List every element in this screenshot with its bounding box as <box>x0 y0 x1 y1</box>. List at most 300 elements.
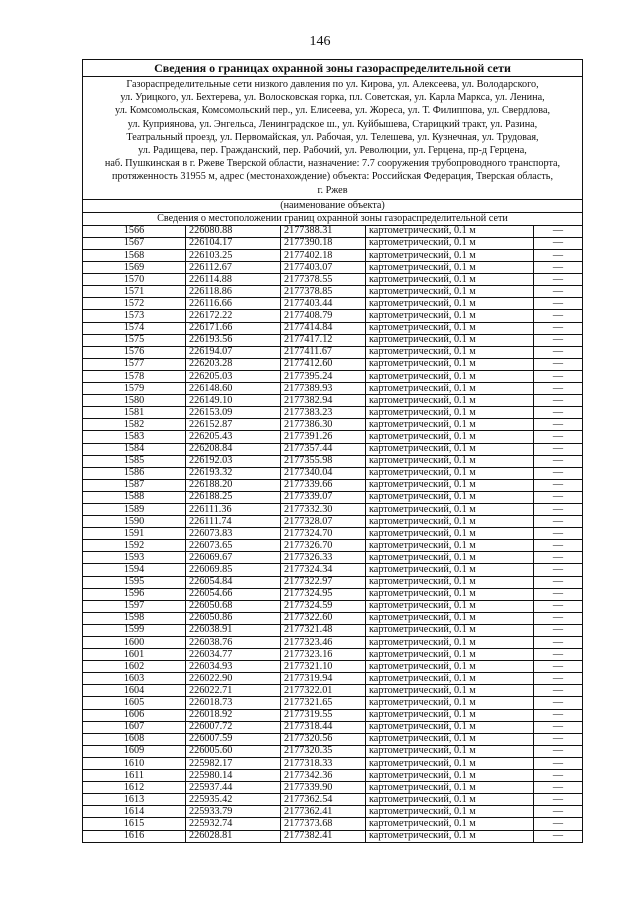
coord-y: 2177339.66 <box>281 479 366 491</box>
point-number: 1573 <box>83 310 186 322</box>
table-row <box>83 637 582 649</box>
coord-x: 226194.07 <box>186 346 281 358</box>
coord-x: 226038.91 <box>186 624 281 636</box>
coord-y: 2177390.18 <box>281 237 366 249</box>
description-dash: — <box>534 818 583 830</box>
method-accuracy: картометрический, 0.1 м <box>366 612 534 624</box>
coord-x: 226203.28 <box>186 358 281 370</box>
point-number: 1584 <box>83 443 186 455</box>
coord-x: 225982.17 <box>186 757 281 769</box>
point-number: 1587 <box>83 479 186 491</box>
coord-x: 226188.20 <box>186 479 281 491</box>
table-row <box>83 407 582 419</box>
description-dash: — <box>534 757 583 769</box>
point-number: 1568 <box>83 250 186 262</box>
coord-y: 2177326.33 <box>281 552 366 564</box>
table-row <box>83 540 582 552</box>
coord-x: 226193.32 <box>186 467 281 479</box>
method-accuracy: картометрический, 0.1 м <box>366 370 534 382</box>
table-row <box>83 237 582 249</box>
coord-x: 226034.77 <box>186 649 281 661</box>
table-row <box>83 322 582 334</box>
table-row <box>83 806 582 818</box>
description-dash: — <box>534 322 583 334</box>
description-dash: — <box>534 419 583 431</box>
coord-y: 2177362.54 <box>281 794 366 806</box>
point-number: 1614 <box>83 806 186 818</box>
description-dash: — <box>534 226 583 238</box>
coord-y: 2177339.90 <box>281 782 366 794</box>
description-dash: — <box>534 794 583 806</box>
coord-x: 226073.65 <box>186 540 281 552</box>
coord-x: 225935.42 <box>186 794 281 806</box>
table-row <box>83 600 582 612</box>
coord-y: 2177324.95 <box>281 588 366 600</box>
coord-y: 2177324.70 <box>281 528 366 540</box>
point-number: 1570 <box>83 274 186 286</box>
description-dash: — <box>534 830 583 842</box>
description-dash: — <box>534 443 583 455</box>
coord-y: 2177373.68 <box>281 818 366 830</box>
point-number: 1591 <box>83 528 186 540</box>
description-dash: — <box>534 733 583 745</box>
coord-x: 226205.03 <box>186 370 281 382</box>
method-accuracy: картометрический, 0.1 м <box>366 322 534 334</box>
coord-y: 2177403.07 <box>281 262 366 274</box>
point-number: 1601 <box>83 649 186 661</box>
point-number: 1588 <box>83 491 186 503</box>
coord-y: 2177378.55 <box>281 274 366 286</box>
method-accuracy: картометрический, 0.1 м <box>366 237 534 249</box>
table-row <box>83 782 582 794</box>
boundary-document <box>82 59 583 843</box>
point-number: 1610 <box>83 757 186 769</box>
description-dash: — <box>534 770 583 782</box>
coord-y: 2177362.41 <box>281 806 366 818</box>
method-accuracy: картометрический, 0.1 м <box>366 540 534 552</box>
method-accuracy: картометрический, 0.1 м <box>366 262 534 274</box>
description-dash: — <box>534 250 583 262</box>
coord-x: 226007.59 <box>186 733 281 745</box>
table-row <box>83 588 582 600</box>
method-accuracy: картометрический, 0.1 м <box>366 757 534 769</box>
coord-y: 2177382.41 <box>281 830 366 842</box>
method-accuracy: картометрический, 0.1 м <box>366 806 534 818</box>
point-number: 1605 <box>83 697 186 709</box>
point-number: 1607 <box>83 721 186 733</box>
coord-x: 226172.22 <box>186 310 281 322</box>
coord-x: 226069.67 <box>186 552 281 564</box>
method-accuracy: картометрический, 0.1 м <box>366 697 534 709</box>
point-number: 1579 <box>83 383 186 395</box>
method-accuracy: картометрический, 0.1 м <box>366 624 534 636</box>
point-number: 1592 <box>83 540 186 552</box>
method-accuracy: картометрический, 0.1 м <box>366 745 534 757</box>
table-row <box>83 552 582 564</box>
description-dash: — <box>534 697 583 709</box>
coord-y: 2177383.23 <box>281 407 366 419</box>
table-row <box>83 503 582 515</box>
coord-y: 2177389.93 <box>281 383 366 395</box>
description-dash: — <box>534 286 583 298</box>
table-row <box>83 661 582 673</box>
point-number: 1576 <box>83 346 186 358</box>
point-number: 1575 <box>83 334 186 346</box>
table-row <box>83 721 582 733</box>
coord-y: 2177318.33 <box>281 757 366 769</box>
table-row <box>83 274 582 286</box>
point-number: 1611 <box>83 770 186 782</box>
description-dash: — <box>534 383 583 395</box>
coord-x: 226192.03 <box>186 455 281 467</box>
coord-y: 2177326.70 <box>281 540 366 552</box>
coord-x: 226054.84 <box>186 576 281 588</box>
coord-y: 2177391.26 <box>281 431 366 443</box>
method-accuracy: картометрический, 0.1 м <box>366 358 534 370</box>
table-row <box>83 830 582 842</box>
table-row <box>83 431 582 443</box>
coord-x: 226022.90 <box>186 673 281 685</box>
point-number: 1585 <box>83 455 186 467</box>
method-accuracy: картометрический, 0.1 м <box>366 588 534 600</box>
table-row <box>83 370 582 382</box>
coord-y: 2177323.46 <box>281 637 366 649</box>
method-accuracy: картометрический, 0.1 м <box>366 383 534 395</box>
description-dash: — <box>534 649 583 661</box>
table-row <box>83 334 582 346</box>
description-dash: — <box>534 612 583 624</box>
method-accuracy: картометрический, 0.1 м <box>366 516 534 528</box>
coord-y: 2177320.56 <box>281 733 366 745</box>
method-accuracy: картометрический, 0.1 м <box>366 709 534 721</box>
coord-y: 2177322.01 <box>281 685 366 697</box>
coord-x: 226118.86 <box>186 286 281 298</box>
description-dash: — <box>534 588 583 600</box>
coord-y: 2177402.18 <box>281 250 366 262</box>
coord-x: 226205.43 <box>186 431 281 443</box>
coord-y: 2177332.30 <box>281 503 366 515</box>
coord-y: 2177378.85 <box>281 286 366 298</box>
table-row <box>83 346 582 358</box>
table-row <box>83 576 582 588</box>
description-dash: — <box>534 358 583 370</box>
coord-x: 226022.71 <box>186 685 281 697</box>
point-number: 1583 <box>83 431 186 443</box>
point-number: 1602 <box>83 661 186 673</box>
coord-y: 2177395.24 <box>281 370 366 382</box>
description-dash: — <box>534 467 583 479</box>
point-number: 1582 <box>83 419 186 431</box>
coord-x: 226103.25 <box>186 250 281 262</box>
coord-x: 226050.86 <box>186 612 281 624</box>
table-row <box>83 757 582 769</box>
point-number: 1596 <box>83 588 186 600</box>
coord-x: 226153.09 <box>186 407 281 419</box>
method-accuracy: картометрический, 0.1 м <box>366 733 534 745</box>
object-description-line: г. Ржев <box>317 184 348 196</box>
method-accuracy: картометрический, 0.1 м <box>366 346 534 358</box>
description-dash: — <box>534 407 583 419</box>
coord-y: 2177318.44 <box>281 721 366 733</box>
table-row <box>83 419 582 431</box>
coord-y: 2177328.07 <box>281 516 366 528</box>
point-number: 1609 <box>83 745 186 757</box>
point-number: 1589 <box>83 503 186 515</box>
point-number: 1578 <box>83 370 186 382</box>
point-number: 1603 <box>83 673 186 685</box>
point-number: 1574 <box>83 322 186 334</box>
coord-x: 226050.68 <box>186 600 281 612</box>
coord-x: 226152.87 <box>186 419 281 431</box>
point-number: 1590 <box>83 516 186 528</box>
description-dash: — <box>534 310 583 322</box>
description-dash: — <box>534 576 583 588</box>
point-number: 1572 <box>83 298 186 310</box>
table-row <box>83 286 582 298</box>
point-number: 1606 <box>83 709 186 721</box>
coord-y: 2177322.60 <box>281 612 366 624</box>
description-dash: — <box>534 503 583 515</box>
coord-x: 226188.25 <box>186 491 281 503</box>
point-number: 1567 <box>83 237 186 249</box>
coord-y: 2177411.67 <box>281 346 366 358</box>
description-dash: — <box>534 237 583 249</box>
method-accuracy: картометрический, 0.1 м <box>366 552 534 564</box>
description-dash: — <box>534 370 583 382</box>
coord-y: 2177321.48 <box>281 624 366 636</box>
description-dash: — <box>534 262 583 274</box>
method-accuracy: картометрический, 0.1 м <box>366 395 534 407</box>
description-dash: — <box>534 298 583 310</box>
object-description-line: ул. Комсомольская, Комсомольский пер., ул. Елисеева, ул. Жореса, ул. Т. Филиппова, ул. Свердлова, <box>114 105 551 117</box>
coord-y: 2177319.94 <box>281 673 366 685</box>
point-number: 1604 <box>83 685 186 697</box>
method-accuracy: картометрический, 0.1 м <box>366 600 534 612</box>
table-row <box>83 467 582 479</box>
coord-x: 225933.79 <box>186 806 281 818</box>
coord-y: 2177340.04 <box>281 467 366 479</box>
document-title: Сведения о границах охранной зоны газораспределительной сети <box>83 60 582 77</box>
point-number: 1586 <box>83 467 186 479</box>
description-dash: — <box>534 564 583 576</box>
coord-y: 2177321.65 <box>281 697 366 709</box>
method-accuracy: картометрический, 0.1 м <box>366 419 534 431</box>
section-title: Сведения о местоположении границ охранной зоны газораспределительной сети <box>83 213 582 226</box>
table-row <box>83 479 582 491</box>
table-row <box>83 298 582 310</box>
coord-y: 2177342.36 <box>281 770 366 782</box>
table-row <box>83 673 582 685</box>
coord-y: 2177403.44 <box>281 298 366 310</box>
method-accuracy: картометрический, 0.1 м <box>366 310 534 322</box>
method-accuracy: картометрический, 0.1 м <box>366 479 534 491</box>
table-row <box>83 395 582 407</box>
coord-y: 2177324.34 <box>281 564 366 576</box>
description-dash: — <box>534 540 583 552</box>
table-row <box>83 649 582 661</box>
object-description-line: протяженность 31955 м, адрес (местонахождение) объекта: Российская Федерация, Тверская область, <box>112 171 553 183</box>
table-row <box>83 818 582 830</box>
table-row <box>83 528 582 540</box>
method-accuracy: картометрический, 0.1 м <box>366 286 534 298</box>
point-number: 1566 <box>83 226 186 238</box>
coord-x: 226018.92 <box>186 709 281 721</box>
point-number: 1597 <box>83 600 186 612</box>
page-number: 146 <box>309 34 331 49</box>
description-dash: — <box>534 334 583 346</box>
coord-x: 226171.66 <box>186 322 281 334</box>
point-number: 1577 <box>83 358 186 370</box>
table-row <box>83 443 582 455</box>
point-number: 1612 <box>83 782 186 794</box>
coord-y: 2177412.60 <box>281 358 366 370</box>
description-dash: — <box>534 745 583 757</box>
description-dash: — <box>534 431 583 443</box>
object-description-line: Театральный проезд, ул. Первомайская, ул. Рабочая, ул. Телешева, ул. Кузнечная, ул. Трудовая, <box>126 131 539 143</box>
method-accuracy: картометрический, 0.1 м <box>366 782 534 794</box>
table-row <box>83 794 582 806</box>
description-dash: — <box>534 624 583 636</box>
description-dash: — <box>534 685 583 697</box>
method-accuracy: картометрический, 0.1 м <box>366 274 534 286</box>
coord-x: 226034.93 <box>186 661 281 673</box>
method-accuracy: картометрический, 0.1 м <box>366 576 534 588</box>
coord-y: 2177321.10 <box>281 661 366 673</box>
method-accuracy: картометрический, 0.1 м <box>366 431 534 443</box>
coord-y: 2177355.98 <box>281 455 366 467</box>
point-number: 1616 <box>83 830 186 842</box>
table-row <box>83 358 582 370</box>
point-number: 1594 <box>83 564 186 576</box>
point-number: 1613 <box>83 794 186 806</box>
method-accuracy: картометрический, 0.1 м <box>366 721 534 733</box>
coord-y: 2177323.16 <box>281 649 366 661</box>
description-dash: — <box>534 395 583 407</box>
coord-x: 226028.81 <box>186 830 281 842</box>
description-dash: — <box>534 782 583 794</box>
coord-y: 2177382.94 <box>281 395 366 407</box>
coord-x: 226208.84 <box>186 443 281 455</box>
description-dash: — <box>534 673 583 685</box>
coord-y: 2177339.07 <box>281 491 366 503</box>
coord-x: 226193.56 <box>186 334 281 346</box>
description-dash: — <box>534 721 583 733</box>
method-accuracy: картометрический, 0.1 м <box>366 673 534 685</box>
coord-x: 226005.60 <box>186 745 281 757</box>
object-caption: (наименование объекта) <box>83 200 582 213</box>
method-accuracy: картометрический, 0.1 м <box>366 770 534 782</box>
description-dash: — <box>534 346 583 358</box>
point-number: 1569 <box>83 262 186 274</box>
object-description-line: ул. Урицкого, ул. Бехтерева, ул. Волосковская горка, пл. Советская, ул. Карла Маркса, ул. Ленина, <box>120 92 545 104</box>
coord-y: 2177319.55 <box>281 709 366 721</box>
method-accuracy: картометрический, 0.1 м <box>366 250 534 262</box>
coord-y: 2177386.30 <box>281 419 366 431</box>
coord-x: 226007.72 <box>186 721 281 733</box>
method-accuracy: картометрический, 0.1 м <box>366 794 534 806</box>
table-row <box>83 770 582 782</box>
coordinates-table <box>83 226 582 842</box>
table-row <box>83 697 582 709</box>
object-description-line: наб. Пушкинская в г. Ржеве Тверской области, назначение: 7.7 сооружения трубопроводного транспорта, <box>104 158 561 170</box>
point-number: 1581 <box>83 407 186 419</box>
coord-x: 226069.85 <box>186 564 281 576</box>
table-row <box>83 455 582 467</box>
description-dash: — <box>534 806 583 818</box>
coord-y: 2177417.12 <box>281 334 366 346</box>
object-description-line: Газораспределительные сети низкого давления по ул. Кирова, ул. Алексеева, ул. Володарского, <box>126 79 539 90</box>
description-dash: — <box>534 455 583 467</box>
description-dash: — <box>534 637 583 649</box>
point-number: 1593 <box>83 552 186 564</box>
description-dash: — <box>534 516 583 528</box>
coord-x: 226054.66 <box>186 588 281 600</box>
coord-y: 2177322.97 <box>281 576 366 588</box>
table-row <box>83 262 582 274</box>
coord-y: 2177320.35 <box>281 745 366 757</box>
description-dash: — <box>534 274 583 286</box>
table-row <box>83 709 582 721</box>
description-dash: — <box>534 479 583 491</box>
coord-x: 226149.10 <box>186 395 281 407</box>
coord-y: 2177414.84 <box>281 322 366 334</box>
object-description <box>83 77 582 200</box>
description-dash: — <box>534 600 583 612</box>
coord-x: 226112.67 <box>186 262 281 274</box>
method-accuracy: картометрический, 0.1 м <box>366 491 534 503</box>
coord-x: 226104.17 <box>186 237 281 249</box>
method-accuracy: картометрический, 0.1 м <box>366 407 534 419</box>
description-dash: — <box>534 709 583 721</box>
coord-x: 226116.66 <box>186 298 281 310</box>
coord-y: 2177324.59 <box>281 600 366 612</box>
method-accuracy: картометрический, 0.1 м <box>366 443 534 455</box>
table-row <box>83 624 582 636</box>
method-accuracy: картометрический, 0.1 м <box>366 685 534 697</box>
coord-x: 226148.60 <box>186 383 281 395</box>
table-row <box>83 745 582 757</box>
description-dash: — <box>534 552 583 564</box>
table-row <box>83 612 582 624</box>
method-accuracy: картометрический, 0.1 м <box>366 334 534 346</box>
table-row <box>83 250 582 262</box>
description-dash: — <box>534 528 583 540</box>
table-row <box>83 516 582 528</box>
method-accuracy: картометрический, 0.1 м <box>366 830 534 842</box>
coord-x: 226018.73 <box>186 697 281 709</box>
coord-x: 226073.83 <box>186 528 281 540</box>
point-number: 1599 <box>83 624 186 636</box>
table-row <box>83 685 582 697</box>
point-number: 1571 <box>83 286 186 298</box>
point-number: 1595 <box>83 576 186 588</box>
method-accuracy: картометрический, 0.1 м <box>366 528 534 540</box>
table-row <box>83 383 582 395</box>
coord-x: 226111.36 <box>186 503 281 515</box>
method-accuracy: картометрический, 0.1 м <box>366 818 534 830</box>
coord-y: 2177388.31 <box>281 226 366 238</box>
table-row <box>83 310 582 322</box>
table-row <box>83 733 582 745</box>
coord-y: 2177357.44 <box>281 443 366 455</box>
method-accuracy: картометрический, 0.1 м <box>366 649 534 661</box>
coord-x: 226111.74 <box>186 516 281 528</box>
coord-x: 225932.74 <box>186 818 281 830</box>
method-accuracy: картометрический, 0.1 м <box>366 467 534 479</box>
method-accuracy: картометрический, 0.1 м <box>366 455 534 467</box>
method-accuracy: картометрический, 0.1 м <box>366 564 534 576</box>
coord-y: 2177408.79 <box>281 310 366 322</box>
